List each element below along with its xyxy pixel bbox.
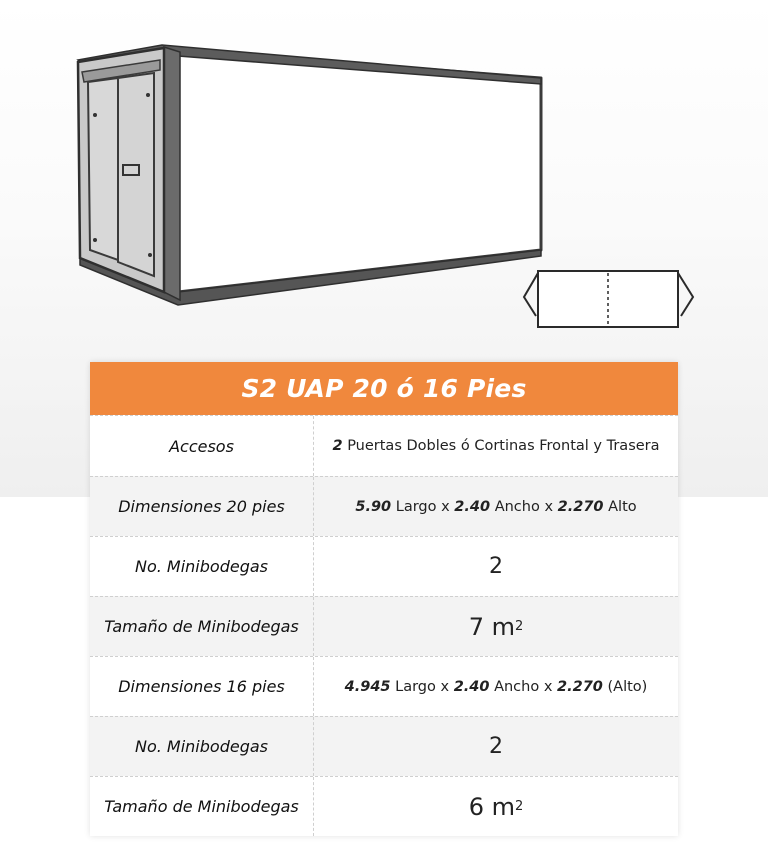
dim-alto-label: (Alto) [607, 678, 648, 695]
dim-largo-label: Largo x [395, 678, 450, 695]
minibodegas-count: 2 [489, 554, 503, 579]
dim-ancho-label: Ancho x [494, 498, 554, 515]
row-value [314, 477, 678, 536]
dim-ancho: 2.40 [453, 678, 490, 695]
table-row-accesos [90, 415, 678, 476]
table-row-tamano-16 [90, 776, 678, 836]
dim-alto: 2.270 [557, 678, 603, 695]
dim-largo: 5.90 [355, 498, 392, 515]
row-label: Accesos [90, 416, 314, 476]
table-row-dimensiones-20 [90, 476, 678, 536]
row-value [314, 537, 678, 596]
dim-ancho: 2.40 [454, 498, 491, 515]
row-label: Tamaño de Minibodegas [90, 597, 314, 656]
dim-largo: 4.945 [344, 678, 391, 695]
row-label: Dimensiones 16 pies [90, 657, 314, 716]
row-label: No. Minibodegas [90, 537, 314, 596]
access-text: Puertas Dobles ó Cortinas Frontal y Trasera [347, 438, 660, 454]
area-value: 7 m [468, 612, 515, 641]
table-row-minibodegas-16 [90, 716, 678, 776]
row-value [314, 657, 678, 716]
area-unit-sup: 2 [515, 799, 524, 814]
row-label: Tamaño de Minibodegas [90, 777, 314, 836]
floor-plan-diagram-icon [524, 271, 693, 327]
row-label: Dimensiones 20 pies [90, 477, 314, 536]
access-count: 2 [332, 438, 343, 454]
row-value [314, 597, 678, 656]
table-title: S2 UAP 20 ó 16 Pies [90, 362, 678, 415]
table-row-dimensiones-16 [90, 656, 678, 716]
row-label: No. Minibodegas [90, 717, 314, 776]
table-row-tamano-20 [90, 596, 678, 656]
specs-table [90, 362, 678, 836]
area-value: 6 m [468, 792, 515, 821]
dim-alto: 2.270 [557, 498, 604, 515]
area-unit-sup: 2 [515, 619, 524, 634]
row-value [314, 717, 678, 776]
row-value [314, 777, 678, 836]
minibodegas-count: 2 [489, 734, 503, 759]
dim-ancho-label: Ancho x [494, 678, 553, 695]
dim-alto-label: Alto [608, 498, 637, 515]
table-row-minibodegas-20 [90, 536, 678, 596]
row-value [314, 416, 678, 476]
dim-largo-label: Largo x [395, 498, 450, 515]
